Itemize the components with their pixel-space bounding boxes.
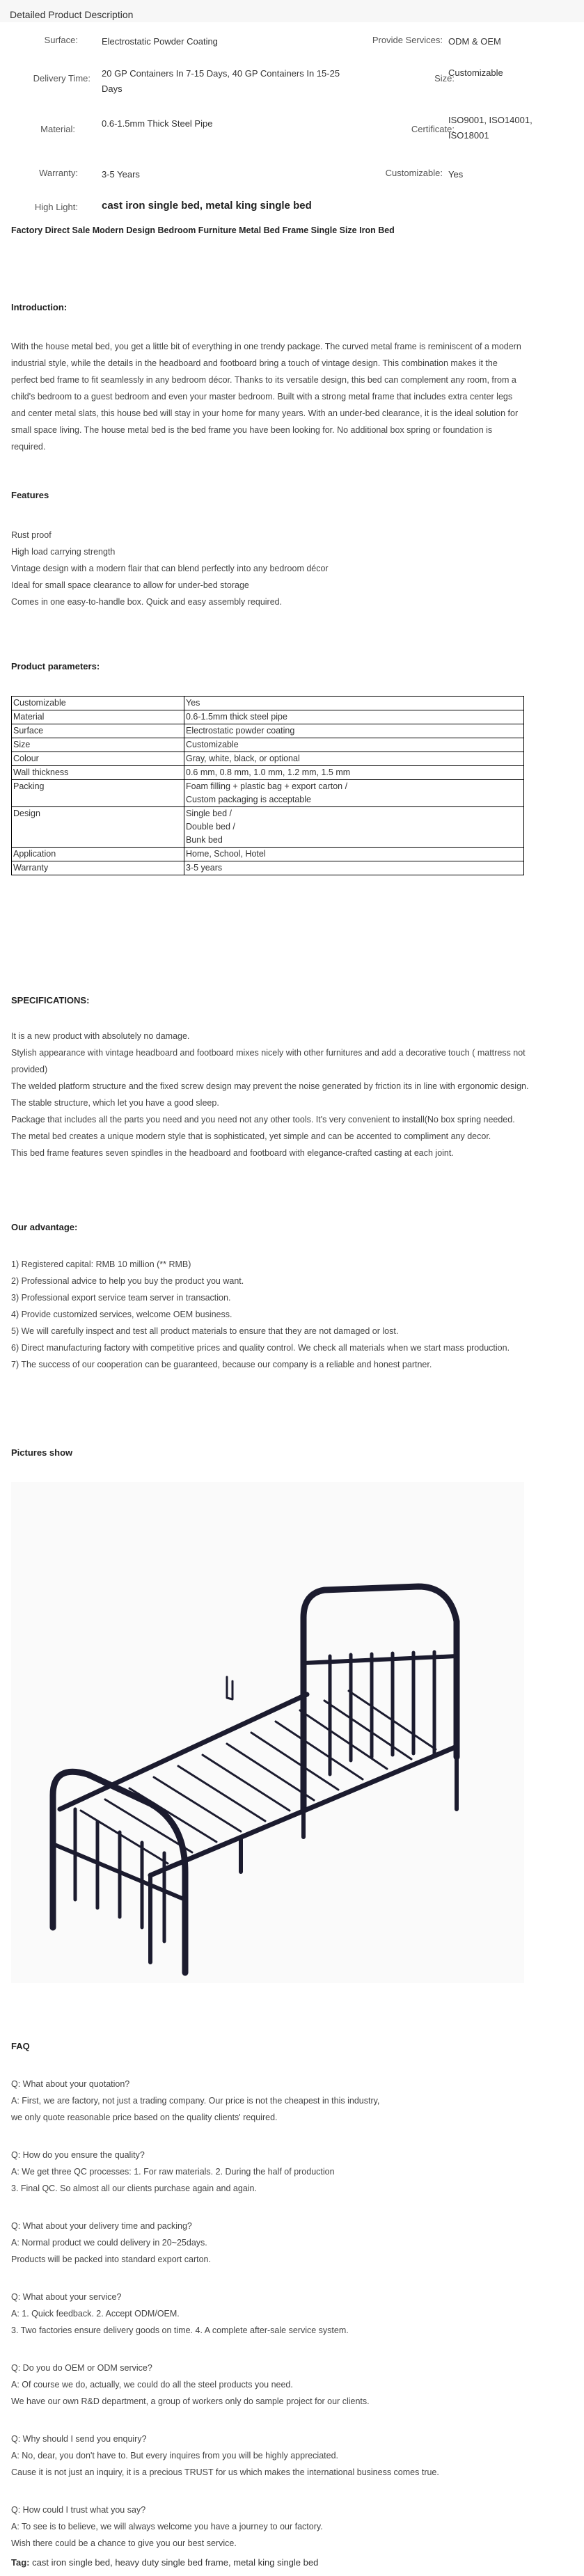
spec-label: High Light: — [34, 202, 78, 212]
faq-answer: we only quote reasonable price based on the quality clients' required. — [11, 2113, 278, 2122]
parameter-value — [184, 861, 524, 875]
parameter-value-line: Home, School, Hotel — [186, 849, 266, 859]
spec-value: 3-5 Years — [102, 169, 140, 180]
spec-label: Size: — [434, 73, 455, 84]
spec-line: The welded platform structure and the fixed screw design may prevent the noise generated by friction its in line with ergonomic design. — [11, 1081, 529, 1091]
parameter-value-line: Foam filling + plastic bag + export carton / — [186, 781, 348, 791]
tag-link[interactable]: metal king single bed — [233, 2557, 319, 2568]
parameter-value — [184, 724, 524, 738]
faq-answer: 3. Two factories ensure delivery goods on time. 4. A complete after-sale service system. — [11, 2325, 349, 2335]
feature-item: Comes in one easy-to-handle box. Quick and easy assembly required. — [11, 597, 283, 607]
spec-value: 0.6-1.5mm Thick Steel Pipe — [102, 118, 213, 129]
spec-label: Warranty: — [39, 168, 78, 178]
advantage-line: 3) Professional export service team server in transaction. — [11, 1293, 231, 1303]
pictures-heading: Pictures show — [11, 1447, 73, 1458]
parameter-value — [184, 766, 524, 780]
specifications-heading: SPECIFICATIONS: — [11, 995, 90, 1005]
parameter-value-line: 0.6 mm, 0.8 mm, 1.0 mm, 1.2 mm, 1.5 mm — [186, 768, 351, 777]
parameter-value-line: 0.6-1.5mm thick steel pipe — [186, 712, 287, 722]
parameter-value-line: 3-5 years — [186, 863, 223, 873]
advantage-line: 7) The success of our cooperation can be guaranteed, because our company is a reliable and honest partner. — [11, 1360, 432, 1369]
spec-label: Surface: — [44, 35, 78, 45]
faq-answer: A: We get three QC processes: 1. For raw materials. 2. During the half of production — [11, 2167, 335, 2177]
spec-label: Material: — [40, 124, 75, 134]
tag-link[interactable]: heavy duty single bed frame — [115, 2557, 228, 2568]
parameter-value — [184, 848, 524, 861]
spec-line: It is a new product with absolutely no damage. — [11, 1031, 190, 1041]
parameter-value — [184, 710, 524, 724]
parameter-row — [12, 697, 524, 710]
parameter-value-line: Bunk bed — [186, 835, 223, 845]
parameter-row — [12, 710, 524, 724]
parameter-key: Size — [12, 738, 184, 752]
faq-answer: A: To see is to believe, we will always welcome you have a journey to our factory. — [11, 2522, 323, 2531]
faq-question: Q: What about your service? — [11, 2292, 122, 2302]
parameter-value — [184, 697, 524, 710]
parameter-value-line: Custom packaging is acceptable — [186, 795, 311, 804]
faq-heading: FAQ — [11, 2041, 30, 2051]
spec-line: Package that includes all the parts you need and you need not any other tools. It's very convenient to install(No box spring needed. — [11, 1115, 515, 1124]
parameter-key: Design — [12, 807, 184, 848]
metal-bed-image — [11, 1482, 524, 1983]
product-title: Factory Direct Sale Modern Design Bedroom Furniture Metal Bed Frame Single Size Iron Bed — [11, 225, 395, 235]
advantage-line: 4) Provide customized services, welcome OEM business. — [11, 1310, 232, 1319]
bed-frame-icon — [11, 1482, 524, 1983]
faq-question: Q: Do you do OEM or ODM service? — [11, 2363, 152, 2373]
parameter-key: Wall thickness — [12, 766, 184, 780]
parameter-row — [12, 766, 524, 780]
parameter-key: Packing — [12, 780, 184, 807]
faq-answer: A: No, dear, you don't have to. But every inquires from you will be highly appreciated. — [11, 2451, 339, 2460]
parameter-row — [12, 861, 524, 875]
parameters-heading: Product parameters: — [11, 661, 100, 671]
parameter-value-line: Single bed / — [186, 809, 232, 818]
parameters-table — [11, 696, 524, 875]
parameter-key: Material — [12, 710, 184, 724]
parameter-key: Surface — [12, 724, 184, 738]
parameter-value — [184, 807, 524, 848]
spec-value: Customizable — [448, 67, 503, 78]
features-heading: Features — [11, 490, 49, 500]
faq-answer: A: Normal product we could delivery in 20~25days. — [11, 2238, 207, 2248]
parameter-key: Customizable — [12, 697, 184, 710]
feature-item: High load carrying strength — [11, 547, 116, 557]
faq-answer: Products will be packed into standard export carton. — [11, 2255, 211, 2264]
spec-label: Certificate: — [411, 124, 455, 134]
spec-line: The stable structure, which let you have a good sleep. — [11, 1098, 219, 1108]
spec-label: Delivery Time: — [33, 73, 90, 84]
faq-question: Q: What about your quotation? — [11, 2079, 130, 2089]
feature-item: Vintage design with a modern flair that can blend perfectly into any bedroom décor — [11, 564, 329, 573]
spec-label: Provide Services: — [372, 35, 443, 45]
feature-item: Ideal for small space clearance to allow for under-bed storage — [11, 580, 249, 590]
advantage-heading: Our advantage: — [11, 1222, 78, 1232]
parameter-row — [12, 724, 524, 738]
feature-item: Rust proof — [11, 530, 52, 540]
spec-value-highlight: cast iron single bed, metal king single bed — [102, 200, 312, 212]
faq-answer: Wish there could be a chance to give you our best service. — [11, 2538, 237, 2548]
parameter-value-line: Gray, white, black, or optional — [186, 754, 300, 763]
section-header — [0, 0, 584, 22]
parameter-value-line: Yes — [186, 698, 200, 708]
parameter-key: Warranty — [12, 861, 184, 875]
faq-answer: A: First, we are factory, not just a trading company. Our price is not the cheapest in this industry, — [11, 2096, 380, 2106]
parameter-row — [12, 848, 524, 861]
faq-question: Q: What about your delivery time and packing? — [11, 2221, 192, 2231]
parameter-value — [184, 752, 524, 766]
spec-value: Electrostatic Powder Coating — [102, 36, 218, 47]
parameter-row — [12, 752, 524, 766]
faq-answer: 3. Final QC. So almost all our clients purchase again and again. — [11, 2184, 257, 2193]
faq-question: Q: How do you ensure the quality? — [11, 2150, 145, 2160]
parameter-value-line: Electrostatic powder coating — [186, 726, 295, 736]
tag-label: Tag: — [11, 2557, 30, 2568]
parameter-row — [12, 807, 524, 848]
spec-value: 20 GP Containers In 7-15 Days, 40 GP Containers In 15-25 Days — [102, 68, 340, 94]
parameter-value-line: Customizable — [186, 740, 239, 749]
spec-line: This bed frame features seven spindles in the headboard and footboard with elegance-crafted casting at each joint. — [11, 1148, 454, 1158]
advantage-line: 2) Professional advice to help you buy the product you want. — [11, 1276, 244, 1286]
faq-answer: A: 1. Quick feedback. 2. Accept ODM/OEM. — [11, 2309, 180, 2319]
spec-line: Stylish appearance with vintage headboard and footboard mixes nicely with other furnitures and add a decorative touch ( mattress not — [11, 1048, 526, 1058]
spec-value: ISO9001, ISO14001, ISO18001 — [448, 115, 532, 141]
intro-text: With the house metal bed, you get a little bit of everything in one trendy package. The curved metal frame is reminiscent of a modern industrial style, while the details in the headboard and footboard bring a touch of vintage design. This combination makes it the perfect bed frame to fit seamlessly in any bedroom décor. Thanks to its versatile design, this bed can complement any room, from a child's bedroom to a guest bedroom and even your master bedroom. Built with a strong metal frame that includes extra center legs and center metal slats, this house bed will stay in your home for many years. With an under-bed clearance, it is the ideal solution for small space living. The house metal bed is the bed frame you have been looking for. No additional box spring or foundation is required. — [11, 342, 521, 452]
spec-line: provided) — [11, 1065, 48, 1074]
tag-bar: Tag: cast iron single bed, heavy duty single bed frame, metal king single bed — [11, 2557, 319, 2568]
faq-question: Q: How could I trust what you say? — [11, 2505, 146, 2515]
faq-answer: A: Of course we do, actually, we could do all the steel products you need. — [11, 2380, 293, 2390]
advantage-line: 1) Registered capital: RMB 10 million (** RMB) — [11, 1259, 191, 1269]
faq-answer: We have our own R&D department, a group of workers only do sample project for our clients. — [11, 2396, 370, 2406]
parameter-key: Colour — [12, 752, 184, 766]
advantage-line: 5) We will carefully inspect and test all product materials to ensure that they are not damaged or lost. — [11, 1326, 399, 1336]
section-title: Detailed Product Description — [10, 9, 134, 20]
faq-question: Q: Why should I send you enquiry? — [11, 2434, 147, 2444]
spec-value: Yes — [448, 169, 464, 180]
parameter-key: Application — [12, 848, 184, 861]
spec-label: Customizable: — [385, 168, 443, 178]
parameter-row — [12, 738, 524, 752]
advantage-line: 6) Direct manufacturing factory with competitive prices and quality control. We check all materials when we start mass production. — [11, 1343, 510, 1353]
tag-link[interactable]: cast iron single bed — [32, 2557, 111, 2568]
intro-heading: Introduction: — [11, 302, 68, 312]
faq-answer: Cause it is not just an inquiry, it is a precious TRUST for us which makes the international business comes true. — [11, 2467, 439, 2477]
parameter-value-line: Double bed / — [186, 822, 235, 832]
parameter-value — [184, 780, 524, 807]
spec-line: The metal bed creates a unique modern style that is sophisticated, yet simple and can be accented to compliment any decor. — [11, 1131, 491, 1141]
parameter-value — [184, 738, 524, 752]
spec-value: ODM & OEM — [448, 36, 501, 47]
parameter-row — [12, 780, 524, 807]
